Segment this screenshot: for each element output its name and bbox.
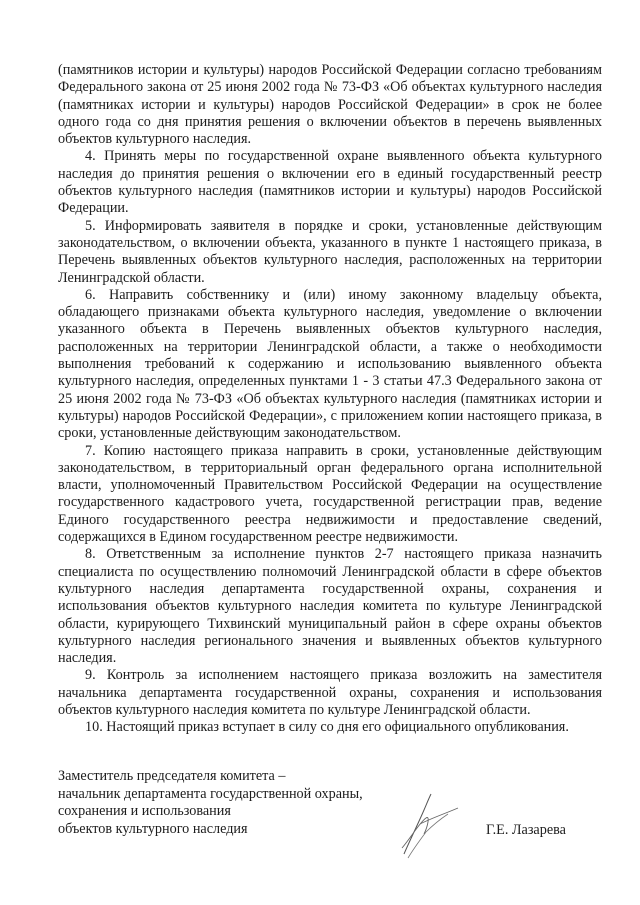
document-body bbox=[58, 62, 602, 737]
signature-position-line: Заместитель председателя комитета – bbox=[58, 768, 286, 784]
signatory-name: Г.Е. Лазарева bbox=[486, 822, 566, 838]
handwritten-signature bbox=[390, 788, 470, 860]
paragraph-item-10: 10. Настоящий приказ вступает в силу со дня его официального опубликования. bbox=[85, 719, 569, 736]
paragraph-item-7: 7. Копию настоящего приказа направить в сроки, установленные действующим законодательством, в территориальный орган федерального органа исполнительной власти, уполномоченный Правительством Российской Федерации на осуществление государственного кадастрового учета, государственной регистрации прав, ведение Единого государственного реестра недвижимости и предоставление сведений, содержащихся в Едином государственном реестре недвижимости. bbox=[58, 442, 602, 546]
paragraph-continuation: (памятников истории и культуры) народов Российской Федерации согласно требованиям Федерального закона от 25 июня 2002 года № 73-ФЗ «Об объектах культурного наследия (памятниках истории и культуры) народов Российской Федерации» в срок не более одного года со дня принятия решения о включении объектов в перечень выявленных объектов культурного наследия. bbox=[58, 62, 602, 148]
paragraph-item-5: 5. Информировать заявителя в порядке и сроки, установленные действующим законодательством, о включении объекта, указанного в пункте 1 настоящего приказа, в Перечень выявленных объектов культурного наследия, расположенных на территории Ленинградской области. bbox=[58, 217, 602, 286]
signature-position-line: сохранения и использования bbox=[58, 803, 231, 820]
paragraph-item-4: 4. Принять меры по государственной охране выявленного объекта культурного наследия до принятия решения о включении его в единый государственный реестр объектов культурного наследия (памятников истории и культуры) народов Российской Федерации. bbox=[58, 148, 602, 217]
paragraph-item-9: 9. Контроль за исполнением настоящего приказа возложить на заместителя начальника департамента государственной охраны, сохранения и использования объектов культурного наследия комитета по культуре Ленинградской области. bbox=[58, 667, 602, 718]
paragraph-item-8: 8. Ответственным за исполнение пунктов 2-7 настоящего приказа назначить специалиста по осуществлению полномочий Ленинградской области в сфере объектов культурного наследия департамента государственной охраны, сохранения и использования объектов культурного наследия комитета по культуре Ленинградской области, курирующего Тихвинский муниципальный район в сфере охраны объектов культурного наследия регионального значения и выявленных объектов культурного наследия. bbox=[58, 546, 602, 667]
paragraph-item-6: 6. Направить собственнику и (или) иному законному владельцу объекта, обладающего признаками объекта культурного наследия, уведомление о включении указанного объекта в Перечень выявленных объектов культурного наследия, расположенных на территории Ленинградской области, а также о необходимости выполнения требований к содержанию и использованию выявленного объекта культурного наследия, определенных пунктами 1 - 3 статьи 47.3 Федерального закона от 25 июня 2002 года № 73-ФЗ «Об объектах культурного наследия (памятниках истории и культуры) народов Российской Федерации», с приложением копии настоящего приказа, в сроки, установленные действующим законодательством. bbox=[58, 286, 602, 442]
signature-position-line: объектов культурного наследия bbox=[58, 820, 248, 837]
signature-position-line: начальник департамента государственной охраны, bbox=[58, 785, 363, 802]
